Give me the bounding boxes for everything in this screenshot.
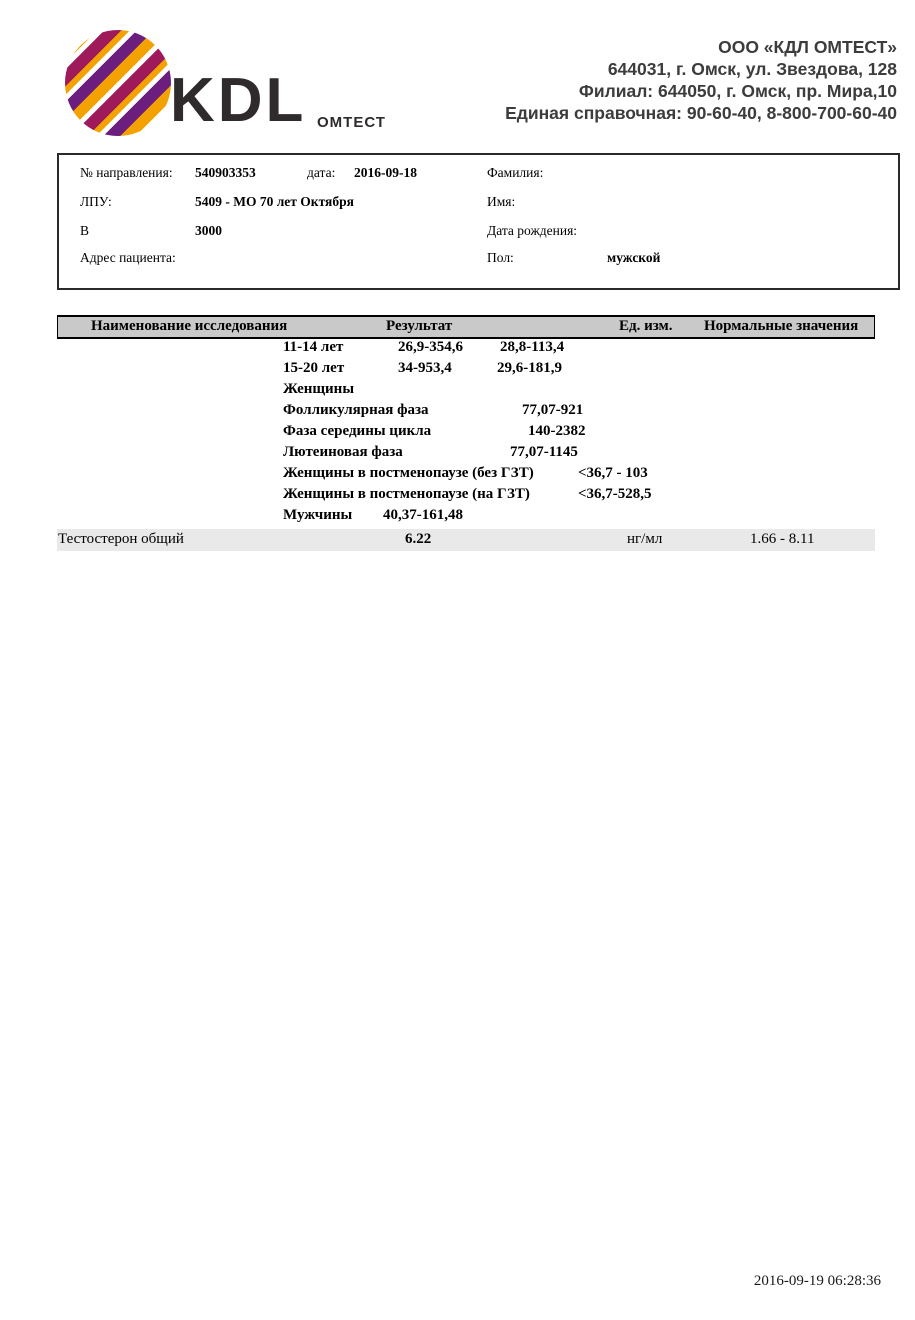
referral-label: № направления: xyxy=(80,165,173,180)
kdl-sphere-logo-icon xyxy=(65,30,171,136)
v-value: 3000 xyxy=(195,223,222,238)
reference-label: Фаза середины цикла xyxy=(283,423,432,439)
patient-address-label: Адрес пациента: xyxy=(80,250,176,265)
print-timestamp: 2016-09-19 06:28:36 xyxy=(753,1273,881,1289)
col-header-units: Ед. изм. xyxy=(619,318,673,334)
col-header-normal-values: Нормальные значения xyxy=(704,318,859,334)
table-row xyxy=(57,360,875,381)
logo-text: KDL xyxy=(170,66,307,135)
table-row xyxy=(57,339,875,360)
test-result-value: 6.22 xyxy=(405,531,432,547)
lpu-value: 5409 - МО 70 лет Октября xyxy=(195,194,354,209)
surname-label: Фамилия: xyxy=(487,165,544,180)
lpu-label: ЛПУ: xyxy=(80,194,112,209)
reference-range-2: 28,8-113,4 xyxy=(500,339,565,355)
test-result-row xyxy=(57,529,875,551)
col-header-result: Результат xyxy=(386,318,453,334)
reference-label: Лютеиновая фаза xyxy=(283,444,403,460)
table-row xyxy=(57,486,875,507)
table-row xyxy=(57,444,875,465)
reference-label: 15-20 лет xyxy=(283,360,345,376)
reference-label: 11-14 лет xyxy=(283,339,344,355)
sex-label: Пол: xyxy=(487,250,514,265)
name-label: Имя: xyxy=(487,194,516,209)
reference-label: Женщины в постменопаузе (без ГЗТ) xyxy=(283,465,534,481)
reference-range-1: 26,9-354,6 xyxy=(398,339,463,355)
table-row xyxy=(57,381,875,402)
table-row xyxy=(57,465,875,486)
table-row xyxy=(57,423,875,444)
v-label: В xyxy=(80,223,90,238)
reference-range-1: 140-2382 xyxy=(528,423,586,439)
reference-label: Мужчины xyxy=(283,507,353,523)
date-label: дата: xyxy=(307,165,336,180)
table-row xyxy=(57,507,875,528)
results-table-body xyxy=(57,339,875,551)
reference-range-1: <36,7 - 103 xyxy=(578,465,648,481)
reference-range-1: <36,7-528,5 xyxy=(578,486,652,502)
referral-value: 540903353 xyxy=(195,165,256,180)
col-header-test-name: Наименование исследования xyxy=(91,318,288,334)
date-value: 2016-09-18 xyxy=(354,165,417,180)
reference-label: Женщины в постменопаузе (на ГЗТ) xyxy=(283,486,530,502)
reference-range-1: 34-953,4 xyxy=(398,360,452,376)
company-header xyxy=(337,36,897,124)
sex-value: мужской xyxy=(607,250,661,265)
test-unit: нг/мл xyxy=(627,531,663,547)
reference-label: Женщины xyxy=(283,381,355,397)
reference-range-1: 40,37-161,48 xyxy=(383,507,463,523)
test-normal-range: 1.66 - 8.11 xyxy=(750,531,815,547)
reference-range-1: 77,07-921 xyxy=(522,402,584,418)
reference-label: Фолликулярная фаза xyxy=(283,402,429,418)
test-name: Тестостерон общий xyxy=(58,531,184,547)
table-row xyxy=(57,402,875,423)
reference-range-2: 29,6-181,9 xyxy=(497,360,562,376)
birthdate-label: Дата рождения: xyxy=(487,223,578,238)
reference-range-1: 77,07-1145 xyxy=(510,444,578,460)
logo-subtitle: ОМТЕСТ xyxy=(317,114,386,131)
company-branch: Филиал: 644050, г. Омск, пр. Мира,10 xyxy=(578,81,897,101)
company-name: ООО «КДЛ ОМТЕСТ» xyxy=(718,37,897,57)
patient-info-box xyxy=(57,153,900,290)
company-hotline: Единая справочная: 90-60-40, 8-800-700-60-40 xyxy=(505,103,897,123)
company-address: 644031, г. Омск, ул. Звездова, 128 xyxy=(607,59,897,79)
results-table-header xyxy=(57,315,875,339)
